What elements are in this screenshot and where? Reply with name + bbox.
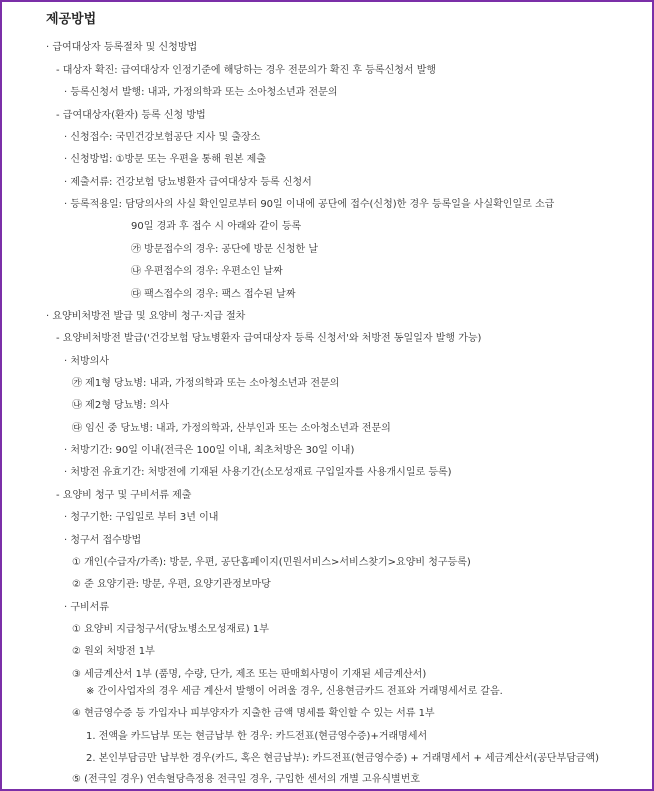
text-line: ㉯ 우편접수의 경우: 우편소인 날짜 [131, 266, 283, 277]
page-title: 제공방법 [46, 12, 97, 27]
text-line: · 처방전 유효기간: 처방전에 기재된 사용기간(소모성재료 구입일자를 사용개시일로 등록) [64, 467, 452, 478]
text-line: · 신청접수: 국민건강보험공단 지사 및 출장소 [64, 132, 261, 143]
text-line: · 신청방법: ①방문 또는 우편을 통해 원본 제출 [64, 154, 266, 165]
text-line: 2. 본인부담금만 납부한 경우(카드, 혹은 현금납부): 카드전표(현금영수증) + 거래명세서 + 세금계산서(공단부담금액) [86, 753, 600, 764]
text-line: · 제출서류: 건강보험 당뇨병환자 급여대상자 등록 신청서 [64, 177, 312, 188]
text-line: ㉮ 방문접수의 경우: 공단에 방문 신청한 날 [131, 244, 319, 255]
text-line: ③ 세금계산서 1부 (품명, 수량, 단가, 제조 또는 판매회사명이 기재된 세금계산서) [72, 669, 427, 680]
text-line: ㉮ 제1형 당뇨병: 내과, 가정의학과 또는 소아청소년과 전문의 [72, 378, 340, 389]
text-line: · 처방의사 [64, 356, 109, 367]
text-line: ④ 현금영수증 등 가입자나 피부양자가 지출한 금액 명세를 확인할 수 있는 서류 1부 [72, 708, 435, 719]
text-line: · 청구기한: 구입일로 부터 3년 이내 [64, 512, 219, 523]
text-line: ㉯ 제2형 당뇨병: 의사 [72, 400, 169, 411]
text-line: ㉰ 팩스접수의 경우: 팩스 접수된 날짜 [131, 289, 296, 300]
text-line: · 처방기간: 90일 이내(전극은 100일 이내, 최초처방은 30일 이내) [64, 445, 355, 456]
text-line: ② 원외 처방전 1부 [72, 646, 155, 657]
text-line: 90일 경과 후 접수 시 아래와 같이 등록 [131, 221, 302, 232]
text-line: - 대상자 확진: 급여대상자 인정기준에 해당하는 경우 전문의가 확진 후 등록신청서 발행 [56, 65, 437, 76]
text-line: 1. 전액을 카드납부 또는 현금납부 한 경우: 카드전표(현금영수증)+거래명세서 [86, 731, 428, 742]
text-line: · 등록신청서 발행: 내과, 가정의학과 또는 소아청소년과 전문의 [64, 87, 338, 98]
text-line: ⑤ (전극일 경우) 연속혈당측정용 전극일 경우, 구입한 센서의 개별 고유식별번호 [72, 774, 421, 785]
text-line: · 구비서류 [64, 602, 109, 613]
text-line: ※ 간이사업자의 경우 세금 계산서 발행이 어려울 경우, 신용현금카드 전표와 거래명세서로 갈음. [86, 686, 503, 697]
text-line: · 요양비처방전 발급 및 요양비 청구·지급 절차 [46, 311, 246, 322]
text-line: ① 요양비 지급청구서(당뇨병소모성재료) 1부 [72, 624, 269, 635]
text-line: - 요양비 청구 및 구비서류 제출 [56, 490, 192, 501]
text-line: · 청구서 접수방법 [64, 535, 142, 546]
text-line: ㉰ 임신 중 당뇨병: 내과, 가정의학과, 산부인과 또는 소아청소년과 전문의 [72, 423, 391, 434]
text-line: ① 개인(수급자/가족): 방문, 우편, 공단홈페이지(민원서비스>서비스찾기>요양비 청구등록) [72, 557, 471, 568]
text-line: - 급여대상자(환자) 등록 신청 방법 [56, 110, 206, 121]
text-line: - 요양비처방전 발급('건강보험 당뇨병환자 급여대상자 등록 신청서'와 처방전 동일일자 발행 가능) [56, 333, 482, 344]
text-line: · 등록적용일: 담당의사의 사실 확인일로부터 90일 이내에 공단에 접수(신청)한 경우 등록일을 사실확인일로 소급 [64, 199, 555, 210]
text-line: ② 준 요양기관: 방문, 우편, 요양기관정보마당 [72, 579, 271, 590]
text-line: · 급여대상자 등록절차 및 신청방법 [46, 42, 198, 53]
